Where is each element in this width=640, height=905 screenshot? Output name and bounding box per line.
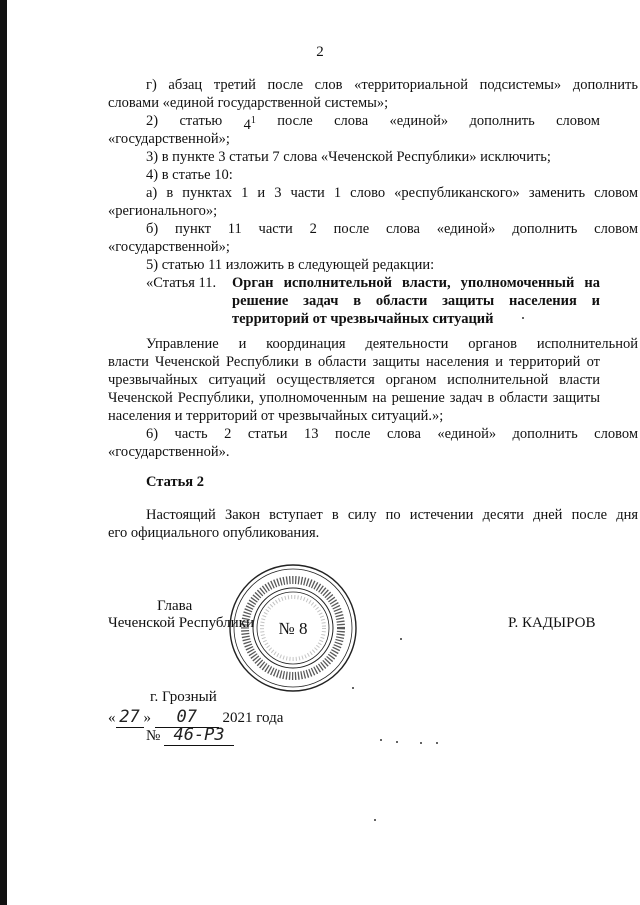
scan-speck xyxy=(522,317,524,319)
city: г. Грозный xyxy=(150,689,217,705)
paragraph-5: 5) статью 11 изложить в следующей редакции: xyxy=(146,257,435,273)
article11-title-line3: территорий от чрезвычайных ситуаций xyxy=(232,311,494,327)
paragraph-6-line1: 6) часть 2 статьи 13 после слова «единой» дополнить словом xyxy=(146,426,638,442)
date-day: 27 xyxy=(116,707,144,728)
paragraph-b-line1: б) пункт 11 части 2 после слова «единой» дополнить словом xyxy=(146,221,638,237)
scan-speck xyxy=(420,742,422,744)
article11-body-line2: власти Чеченской Республики в области защиты населения и территорий от xyxy=(108,354,600,370)
article11-title xyxy=(146,274,600,330)
signatory-name: Р. КАДЫРОВ xyxy=(508,615,596,631)
article11-body-line5: населения и территорий от чрезвычайных ситуаций.»; xyxy=(108,408,444,424)
article2-heading: Статья 2 xyxy=(146,474,204,490)
paragraph-a-line2: «регионального»; xyxy=(108,203,218,219)
article11-label: «Статья 11. xyxy=(146,275,217,291)
paragraph-4: 4) в статье 10: xyxy=(146,167,233,183)
law-number: 46-РЗ xyxy=(164,725,234,746)
paragraph-6-line2: «государственной». xyxy=(108,444,230,460)
paragraph-a-line1: а) в пунктах 1 и 3 части 1 слово «республиканского» заменить словом xyxy=(146,185,638,201)
paragraph-g-line1: г) абзац третий после слов «территориальной подсистемы» дополнить xyxy=(146,77,638,93)
paragraph-2-line1: 2) статью $4^1$ после слова «единой» дополнить словом xyxy=(146,113,600,133)
scan-speck xyxy=(436,742,438,744)
scan-speck xyxy=(374,819,376,821)
signature-title-line1: Глава xyxy=(157,598,193,614)
scan-edge xyxy=(0,0,7,905)
page-number: 2 xyxy=(316,44,324,60)
paragraph-g-line2: словами «единой государственной системы»; xyxy=(108,95,389,111)
article11-title-line2: решение задач в области защиты населения и xyxy=(232,293,600,309)
article2-line2: его официального опубликования. xyxy=(108,525,320,541)
scan-speck xyxy=(400,638,402,640)
paragraph-b-line2: «государственной»; xyxy=(108,239,230,255)
seal-number: № 8 xyxy=(278,619,308,638)
paragraph-2-line2: «государственной»; xyxy=(108,131,230,147)
article11-body-line4: Чеченской Республики, уполномоченным на решение задач в области защиты xyxy=(108,390,600,406)
article11-title-line1: Орган исполнительной власти, уполномоченный на xyxy=(232,275,600,291)
scan-speck xyxy=(352,687,354,689)
signature-title-line2: Чеченской Республики xyxy=(108,615,254,631)
date-month: 07 xyxy=(155,707,219,728)
article11-body-line3: чрезвычайных ситуаций осуществляется органом исполнительной власти xyxy=(108,372,600,388)
law-number-line: № 46-РЗ xyxy=(146,725,234,746)
date-year: 2021 года xyxy=(222,710,284,726)
scan-speck xyxy=(380,739,382,741)
article2-line1: Настоящий Закон вступает в силу по истечении десяти дней после дня xyxy=(146,507,638,523)
date-line: « 27 » 07 2021 года xyxy=(108,707,284,727)
paragraph-3: 3) в пункте 3 статьи 7 слова «Чеченской Республики» исключить; xyxy=(146,149,551,165)
article11-body-line1: Управление и координация деятельности органов исполнительной xyxy=(146,336,638,352)
scan-speck xyxy=(396,741,398,743)
